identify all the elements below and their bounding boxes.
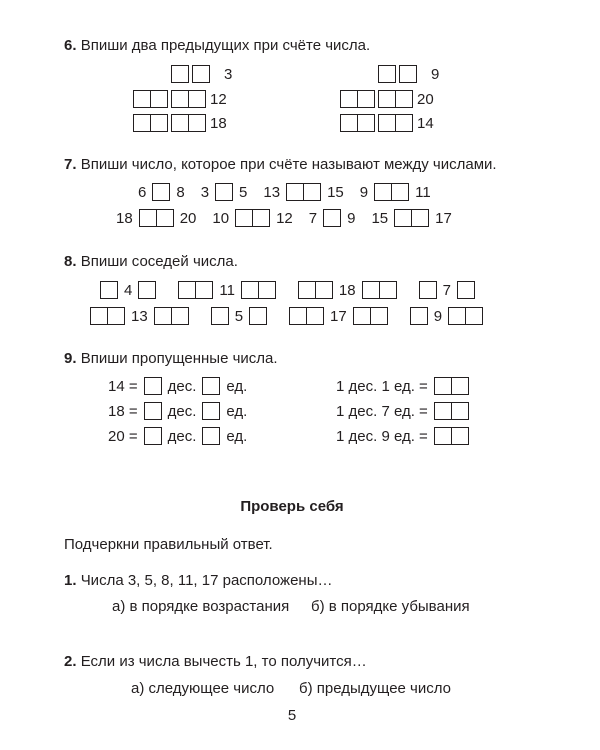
task-9-left-row-2 (108, 400, 247, 422)
answer-box[interactable] (357, 90, 375, 108)
check-question-2-text: Если из числа вычесть 1, то получится… (80, 653, 367, 670)
answer-box[interactable] (133, 90, 151, 108)
given-number: 7 (308, 209, 318, 227)
answer-box[interactable] (171, 307, 189, 325)
answer-box[interactable] (154, 307, 172, 325)
given-number: 9 (431, 65, 440, 83)
answer-box[interactable] (241, 281, 259, 299)
check-question-1 (64, 572, 332, 589)
task-6-left-row-1 (171, 63, 232, 85)
given-number: 8 (176, 183, 185, 201)
given-number: 15 (327, 183, 344, 201)
section-title: Проверь себя (240, 498, 344, 515)
given-number: 18 (210, 114, 227, 132)
given-number: 18 (116, 209, 133, 227)
given-expression: 1 дес. 1 ед. = (336, 377, 428, 395)
given-expression: 1 дес. 9 ед. = (336, 427, 428, 445)
answer-box[interactable] (457, 281, 475, 299)
task-8-number: 8. (64, 253, 77, 270)
answer-box[interactable] (235, 209, 253, 227)
answer-box[interactable] (252, 209, 270, 227)
answer-box[interactable] (340, 114, 358, 132)
answer-box[interactable] (178, 281, 196, 299)
given-number: 9 (347, 209, 356, 227)
given-number: 9 (433, 307, 443, 325)
given-number: 13 (263, 183, 281, 201)
task-9-number: 9. (64, 350, 77, 367)
given-number: 18 = (108, 402, 138, 420)
answer-box[interactable] (150, 114, 168, 132)
task-9-heading (64, 350, 278, 367)
task-7-row-2 (116, 207, 452, 229)
given-number: 5 (234, 307, 244, 325)
given-number: 17 (435, 209, 452, 227)
task-6-number: 6. (64, 37, 77, 54)
answer-box[interactable] (340, 90, 358, 108)
answer-box[interactable] (451, 402, 469, 420)
answer-box[interactable] (379, 281, 397, 299)
answer-box[interactable] (394, 209, 412, 227)
answer-box[interactable] (144, 377, 162, 395)
given-number: 6 (138, 183, 147, 201)
check-instruction: Подчеркни правильный ответ. (64, 536, 273, 553)
check-q2-option-b[interactable]: б) предыдущее число (299, 680, 451, 697)
given-number: 14 = (108, 377, 138, 395)
given-number: 3 (224, 65, 233, 83)
given-number: 20 (179, 209, 197, 227)
given-number: 4 (124, 281, 133, 299)
answer-box[interactable] (465, 307, 483, 325)
task-6-right-row-2 (340, 88, 434, 110)
answer-box[interactable] (156, 209, 174, 227)
answer-box[interactable] (144, 427, 162, 445)
answer-box[interactable] (448, 307, 466, 325)
task-7-heading (64, 156, 497, 173)
answer-box[interactable] (289, 307, 307, 325)
answer-box[interactable] (192, 65, 210, 83)
unit-label: ед. (226, 427, 248, 445)
unit-label: дес. (167, 427, 197, 445)
given-number: 13 (131, 307, 148, 325)
given-number: 12 (210, 90, 227, 108)
answer-box[interactable] (378, 114, 396, 132)
given-number: 20 = (108, 427, 138, 445)
given-number: 17 (330, 307, 347, 325)
answer-box[interactable] (258, 281, 276, 299)
answer-box[interactable] (370, 307, 388, 325)
answer-box[interactable] (419, 281, 437, 299)
answer-box[interactable] (315, 281, 333, 299)
answer-box[interactable] (362, 281, 380, 299)
check-question-1-text: Числа 3, 5, 8, 11, 17 расположены… (80, 572, 333, 589)
task-6-text: Впиши два предыдущих при счёте числа. (80, 37, 371, 54)
task-8-heading (64, 253, 238, 270)
unit-label: ед. (226, 402, 248, 420)
task-6-right-row-3 (340, 112, 434, 134)
task-9-left-row-3 (108, 425, 247, 447)
answer-box[interactable] (150, 90, 168, 108)
answer-box[interactable] (395, 90, 413, 108)
answer-box[interactable] (171, 90, 189, 108)
task-6-heading (64, 37, 370, 54)
given-number: 20 (417, 90, 434, 108)
given-number: 15 (371, 209, 389, 227)
task-8-row-1 (100, 279, 475, 301)
answer-box[interactable] (211, 307, 229, 325)
answer-box[interactable] (152, 183, 170, 201)
answer-box[interactable] (353, 307, 371, 325)
answer-box[interactable] (171, 114, 189, 132)
answer-box[interactable] (133, 114, 151, 132)
answer-box[interactable] (395, 114, 413, 132)
answer-box[interactable] (378, 65, 396, 83)
task-6-left-row-2 (133, 88, 227, 110)
answer-box[interactable] (202, 427, 220, 445)
task-9-right-row-3 (336, 425, 469, 447)
answer-box[interactable] (399, 65, 417, 83)
task-8-row-2 (90, 305, 483, 327)
answer-box[interactable] (249, 307, 267, 325)
task-9-left-row-1 (108, 375, 247, 397)
answer-box[interactable] (171, 65, 189, 83)
given-number: 9 (359, 183, 369, 201)
page-number: 5 (287, 707, 297, 724)
check-question-2-number: 2. (64, 653, 77, 670)
answer-box[interactable] (323, 209, 341, 227)
answer-box[interactable] (410, 307, 428, 325)
answer-box[interactable] (202, 402, 220, 420)
given-number: 10 (212, 209, 230, 227)
given-number: 11 (415, 183, 431, 201)
answer-box[interactable] (411, 209, 429, 227)
unit-label: ед. (226, 377, 248, 395)
check-question-2 (64, 653, 367, 670)
answer-box[interactable] (378, 90, 396, 108)
given-number: 14 (417, 114, 434, 132)
check-q1-option-b[interactable]: б) в порядке убывания (311, 598, 470, 615)
task-9-right-row-1 (336, 375, 469, 397)
answer-box[interactable] (434, 427, 452, 445)
task-6-left-row-3 (133, 112, 227, 134)
given-number: 12 (276, 209, 293, 227)
answer-box[interactable] (434, 402, 452, 420)
answer-box[interactable] (434, 377, 452, 395)
answer-box[interactable] (303, 183, 321, 201)
task-6-right-row-1 (378, 63, 439, 85)
answer-box[interactable] (90, 307, 108, 325)
answer-box[interactable] (374, 183, 392, 201)
task-9-right-row-2 (336, 400, 469, 422)
given-number: 5 (239, 183, 248, 201)
given-expression: 1 дес. 7 ед. = (336, 402, 428, 420)
unit-label: дес. (167, 402, 197, 420)
answer-box[interactable] (138, 281, 156, 299)
answer-box[interactable] (451, 427, 469, 445)
task-7-text: Впиши число, которое при счёте называют между числами. (80, 156, 497, 173)
check-question-1-number: 1. (64, 572, 77, 589)
answer-box[interactable] (188, 90, 206, 108)
answer-box[interactable] (202, 377, 220, 395)
answer-box[interactable] (100, 281, 118, 299)
check-q1-option-a[interactable]: а) в порядке возрастания (112, 598, 290, 615)
answer-box[interactable] (391, 183, 409, 201)
answer-box[interactable] (144, 402, 162, 420)
task-7-row-1 (138, 181, 431, 203)
answer-box[interactable] (298, 281, 316, 299)
task-9-text: Впиши пропущенные числа. (80, 350, 278, 367)
given-number: 7 (442, 281, 451, 299)
answer-box[interactable] (139, 209, 157, 227)
answer-box[interactable] (215, 183, 233, 201)
task-7-number: 7. (64, 156, 77, 173)
given-number: 11 (219, 281, 235, 299)
answer-box[interactable] (357, 114, 375, 132)
answer-box[interactable] (286, 183, 304, 201)
answer-box[interactable] (188, 114, 206, 132)
answer-box[interactable] (306, 307, 324, 325)
answer-box[interactable] (107, 307, 125, 325)
answer-box[interactable] (195, 281, 213, 299)
given-number: 18 (338, 281, 356, 299)
given-number: 3 (200, 183, 210, 201)
check-q2-option-a[interactable]: а) следующее число (131, 680, 275, 697)
unit-label: дес. (167, 377, 197, 395)
answer-box[interactable] (451, 377, 469, 395)
task-8-text: Впиши соседей числа. (80, 253, 238, 270)
